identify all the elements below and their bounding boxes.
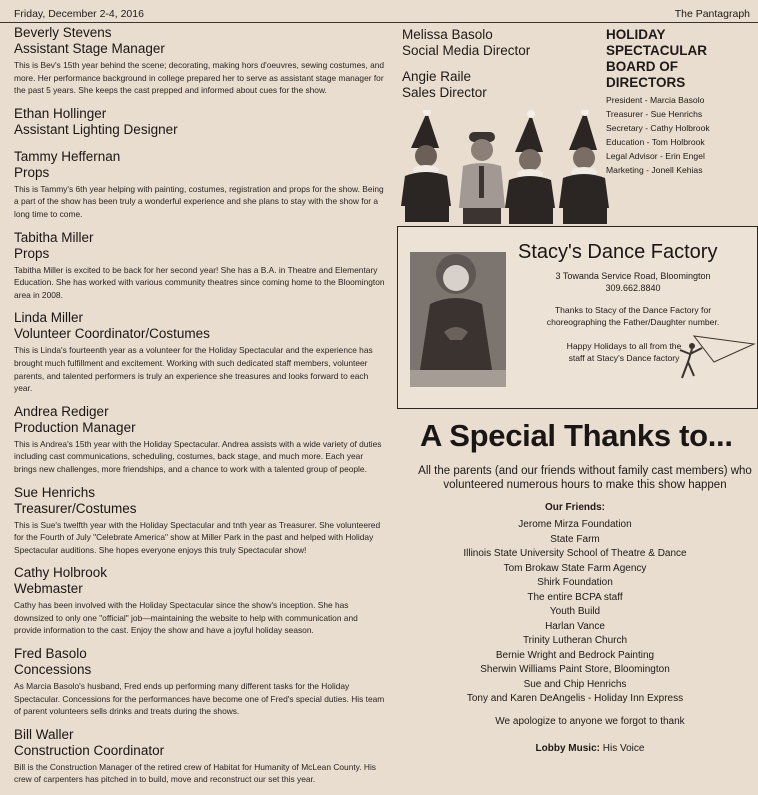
director-entry (402, 27, 530, 59)
board-member: Marketing - Jonell Kehias (606, 165, 703, 175)
intro-line: volunteered numerous hours to make this show happen (443, 479, 727, 491)
staff-entry (14, 310, 386, 394)
friends-list (400, 518, 750, 707)
elf-figure (401, 110, 451, 222)
director-entry (402, 69, 487, 101)
friend-item: Trinity Lutheran Church (522, 635, 628, 646)
elf-figure (505, 110, 555, 224)
staff-desc: Tabitha Miller is excited to be back for her second year! She has a B.A. in Theatre and Elementary Education. She has worked with various community theatres since coming home to the Bloomington area in 2008. (14, 264, 385, 300)
staff-name: Sue Henrichs (14, 484, 96, 500)
special-thanks-heading: A Special Thanks to... (420, 418, 733, 453)
staff-name: Tabitha Miller (14, 229, 94, 245)
intro-line: All the parents (and our friends without family cast members) who (418, 465, 752, 477)
staff-desc: As Marcia Basolo's husband, Fred ends up performing many different tasks for the Holiday Spectacular. Concessions for the performances have become one of Fred's special duties. His team of parent volunteers sells drinks and treats during the shows. (14, 681, 385, 717)
friend-item: Tom Brokaw State Farm Agency (503, 562, 647, 574)
friend-item: The entire BCPA staff (527, 591, 623, 603)
friend-item: Sherwin Williams Paint Store, Bloomington (480, 664, 670, 675)
staff-title: Assistant Lighting Designer (14, 121, 178, 137)
elves-photo (399, 110, 615, 228)
director-name: Melissa Basolo (402, 27, 493, 42)
friend-item: Youth Build (549, 606, 601, 617)
staff-entry (14, 646, 386, 718)
friend-item: Tony and Karen DeAngelis - Holiday Inn Express (466, 693, 684, 704)
director-title: Social Media Director (402, 43, 531, 58)
director-name: Angie Raile (402, 69, 472, 84)
staff-entry (14, 404, 386, 476)
studio-address: 3 Towanda Service Road, Bloomington (555, 271, 711, 281)
staff-entry (14, 106, 386, 138)
board-member: President - Marcia Basolo (606, 95, 705, 105)
board-member: Legal Advisor - Erin Engel (606, 151, 705, 161)
studio-name: Stacy's Dance Factory (518, 241, 718, 263)
friend-item: Illinois State University School of Theatre & Dance (463, 548, 687, 559)
board-member: Secretary - Cathy Holbrook (606, 123, 710, 133)
elf-figure (459, 132, 505, 224)
staff-entry (14, 230, 386, 302)
staff-title: Props (14, 245, 50, 261)
staff-name: Beverly Stevens (14, 25, 112, 40)
staff-name: Andrea Rediger (14, 403, 109, 419)
staff-desc: This is Andrea's 15th year with the Holiday Spectacular. Andrea assists with a wide variety of duties including cast communications, scheduling, costumes, back stage, and much more. Each year brings new challenges, more friendships, and a chance to work with a talented group of people. (14, 438, 382, 474)
director-title: Sales Director (402, 85, 487, 100)
board-heading: HOLIDAY SPECTACULAR (606, 27, 707, 58)
studio-phone: 309.662.8840 (605, 283, 661, 293)
staff-column (14, 25, 386, 795)
staff-desc: This is Linda's fourteenth year as a volunteer for the Holiday Spectacular and the experience has brought much fulfillment and excitement. Working with such dedicated staff members, volunteer parents, and talented performers is truly an experience she treasures and looks forward to each year. (14, 345, 373, 394)
staff-title: Assistant Stage Manager (14, 41, 165, 56)
friend-item: Harlan Vance (545, 620, 605, 632)
lobby-music-value: His Voice (602, 743, 645, 754)
dancer-photo (410, 252, 506, 387)
friend-item: Bernie Wright and Bedrock Painting (495, 649, 655, 661)
staff-title: Concessions (14, 662, 92, 678)
staff-title: Props (14, 164, 50, 180)
staff-entry (14, 565, 386, 637)
staff-entry (14, 727, 386, 786)
staff-name: Tammy Heffernan (14, 148, 121, 164)
staff-name: Bill Waller (14, 726, 74, 742)
page-header (0, 0, 758, 23)
special-thanks-intro (412, 464, 758, 492)
staff-title: Webmaster (14, 581, 83, 597)
staff-name: Linda Miller (14, 310, 84, 326)
board-member: Education - Tom Holbrook (606, 137, 705, 147)
studio-holiday-message: Happy Holidays to all from the staff at Stacy's Dance factory (566, 341, 682, 363)
elf-figure (559, 110, 609, 224)
staff-name: Cathy Holbrook (14, 565, 108, 581)
staff-title: Volunteer Coordinator/Costumes (14, 326, 210, 342)
friends-heading: Our Friends: (544, 502, 605, 513)
staff-entry (14, 485, 386, 557)
dancer-silhouette-icon (674, 332, 758, 382)
staff-name: Ethan Hollinger (14, 105, 107, 121)
issue-date: Friday, December 2-4, 2016 (14, 8, 144, 20)
friend-item: Sue and Chip Henrichs (523, 678, 627, 690)
staff-entry (14, 25, 386, 97)
lobby-music (400, 743, 758, 754)
friend-item: Shirk Foundation (537, 577, 613, 588)
friend-item: Jerome Mirza Foundation (518, 519, 632, 530)
lobby-music-label: Lobby Music: (535, 743, 600, 754)
board-of-directors (606, 27, 756, 177)
staff-title: Treasurer/Costumes (14, 500, 137, 516)
staff-desc: This is Bev's 15th year behind the scene; decorating, making hors d'oeuvres, sewing costumes, and more. Her performance background in college prepared her to serve as assistant stage manager for the past 5 years. She keeps the cast prepped and informed about cues for the show. (14, 60, 385, 96)
board-list (606, 93, 756, 177)
staff-desc: Cathy has been involved with the Holiday Spectacular since the show's inception. She has downsized to only one "official" job—maintaining the website to help with communication and provide information to the cast. Enjoy the show and have a joyful holiday season. (14, 600, 358, 636)
staff-desc: Bill is the Construction Manager of the retired crew of Habitat for Humanity of McLean County. His crew of carpenters has pitched in to build, move and reconstruct our set this year. (14, 761, 376, 785)
staff-title: Construction Coordinator (14, 742, 165, 758)
apology-note: We apologize to anyone we forgot to thank (495, 716, 685, 727)
newspaper-name: The Pantagraph (674, 8, 750, 20)
staff-name: Fred Basolo (14, 646, 87, 662)
friend-item: State Farm (550, 533, 600, 545)
staff-title: Production Manager (14, 419, 136, 435)
staff-desc: This is Tammy's 6th year helping with painting, costumes, registration and props for the show. Being a part of the show has been truly a wonderful experience and she plans to stay with the show for a long time to come. (14, 183, 384, 219)
board-heading: BOARD OF DIRECTORS (606, 59, 686, 90)
studio-thanks: Thanks to Stacy of the Dance Factory for choreographing the Father/Daughter number. (546, 305, 720, 327)
girl-photo-image (410, 252, 506, 387)
staff-entry (14, 149, 386, 221)
board-member: Treasurer - Sue Henrichs (606, 109, 703, 119)
staff-desc: This is Sue's twelfth year with the Holiday Spectacular and tnth year as Treasurer. She volunteered for the Fourth of July "Celebrate America" show at Miller Park in the past and helped with Holiday Spectacular auditions. She hopes everyone enjoys this truly Spectacular show! (14, 519, 381, 555)
dance-factory-ad (397, 226, 758, 409)
